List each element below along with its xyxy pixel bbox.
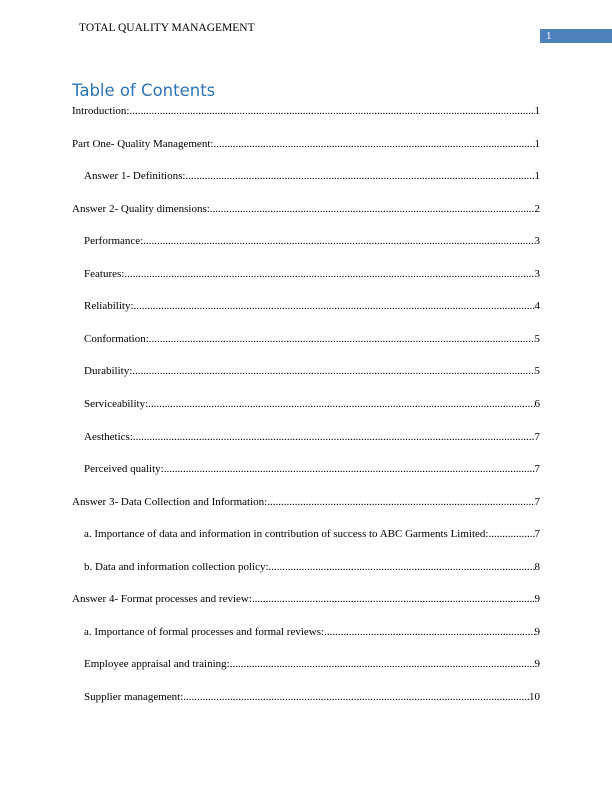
toc-entry-page: 1	[534, 170, 540, 183]
toc-entry-label: Answer 4- Format processes and review:	[72, 593, 252, 606]
toc-entry[interactable]	[72, 138, 540, 151]
toc-entry-label: Perceived quality:	[84, 463, 164, 476]
toc-entry-label: Aesthetics:	[84, 430, 133, 443]
toc-entry-label: Performance:	[84, 235, 144, 248]
toc-entry[interactable]	[84, 691, 540, 704]
toc-entry-page: 7	[534, 463, 540, 476]
dot-leader	[183, 691, 529, 704]
toc-entry-label: Durability:	[84, 365, 133, 378]
toc-entry-page: 1	[534, 137, 540, 150]
toc-entry-page: 7	[534, 430, 540, 443]
toc-entry[interactable]	[84, 431, 540, 444]
toc-entry-page: 2	[534, 202, 540, 215]
toc-entry-label: Part One- Quality Management:	[72, 137, 214, 150]
toc-entry-page: 9	[534, 625, 540, 638]
dot-leader	[133, 431, 535, 444]
toc-entry-label: Features:	[84, 267, 125, 280]
toc-entry-label: Introduction:	[72, 105, 130, 117]
dot-leader	[252, 593, 535, 606]
toc-entry-page: 5	[534, 332, 540, 345]
toc-entry-label: a. Importance of formal processes and formal reviews:	[84, 625, 325, 638]
toc-entry[interactable]	[84, 398, 540, 411]
toc-entry[interactable]	[84, 235, 540, 248]
toc-entry-page: 9	[534, 593, 540, 606]
toc-heading: Table of Contents	[72, 81, 216, 100]
dot-leader	[210, 203, 535, 216]
toc-entry[interactable]	[72, 203, 540, 216]
page-number-badge: 1	[540, 29, 612, 43]
toc-entry-label: Answer 2- Quality dimensions:	[72, 202, 210, 215]
dot-leader	[148, 398, 534, 411]
toc-entry-label: Conformation:	[84, 332, 149, 345]
dot-leader	[488, 528, 534, 541]
dot-leader	[149, 333, 535, 346]
dot-leader	[185, 170, 534, 183]
toc-entry-page: 3	[534, 267, 540, 280]
toc-entry-page: 10	[529, 690, 540, 703]
toc-entry[interactable]	[84, 365, 540, 378]
toc-entry-label: Reliability:	[84, 300, 134, 313]
toc-entry[interactable]	[84, 333, 540, 346]
toc-entry-page: 6	[534, 397, 540, 410]
toc-entry-label: Answer 1- Definitions:	[84, 170, 186, 183]
toc-entry-page: 3	[534, 235, 540, 248]
dot-leader	[213, 138, 534, 151]
toc-entry-page: 5	[534, 365, 540, 378]
toc-entry[interactable]	[84, 463, 540, 476]
toc-entry[interactable]	[84, 268, 540, 281]
toc-entry[interactable]	[84, 528, 540, 541]
dot-leader	[143, 235, 534, 248]
toc-entry[interactable]	[84, 561, 540, 574]
dot-leader	[129, 105, 534, 118]
toc-entry-label: Supplier management:	[84, 690, 184, 703]
toc-entry-label: b. Data and information collection policy:	[84, 560, 269, 573]
toc-entry[interactable]	[72, 496, 540, 509]
dot-leader	[324, 626, 534, 639]
dot-leader	[124, 268, 534, 281]
dot-leader	[164, 463, 535, 476]
toc-entry[interactable]	[72, 593, 540, 606]
dot-leader	[132, 365, 534, 378]
toc-entry-page: 9	[534, 658, 540, 671]
toc-entry-label: Answer 3- Data Collection and Information:	[72, 495, 268, 508]
toc-entry-page: 7	[534, 528, 540, 541]
toc-entry[interactable]	[72, 105, 540, 118]
dot-leader	[267, 496, 534, 509]
toc-entry-label: Employee appraisal and training:	[84, 658, 230, 671]
toc-entry-page: 8	[534, 560, 540, 573]
running-header-title: TOTAL QUALITY MANAGEMENT	[79, 22, 255, 34]
toc-entry[interactable]	[84, 658, 540, 671]
dot-leader	[134, 300, 535, 313]
dot-leader	[230, 658, 535, 671]
dot-leader	[269, 561, 535, 574]
toc-entry-page: 4	[534, 300, 540, 313]
toc-entry[interactable]	[84, 300, 540, 313]
toc-entry-label: Serviceability:	[84, 397, 149, 410]
toc-entry[interactable]	[84, 170, 540, 183]
toc-entry-page: 1	[534, 105, 540, 117]
toc-entry-label: a. Importance of data and information in contribution of success to ABC Garments Limited:	[84, 528, 489, 541]
toc-entry[interactable]	[84, 626, 540, 639]
toc-entry-page: 7	[534, 495, 540, 508]
